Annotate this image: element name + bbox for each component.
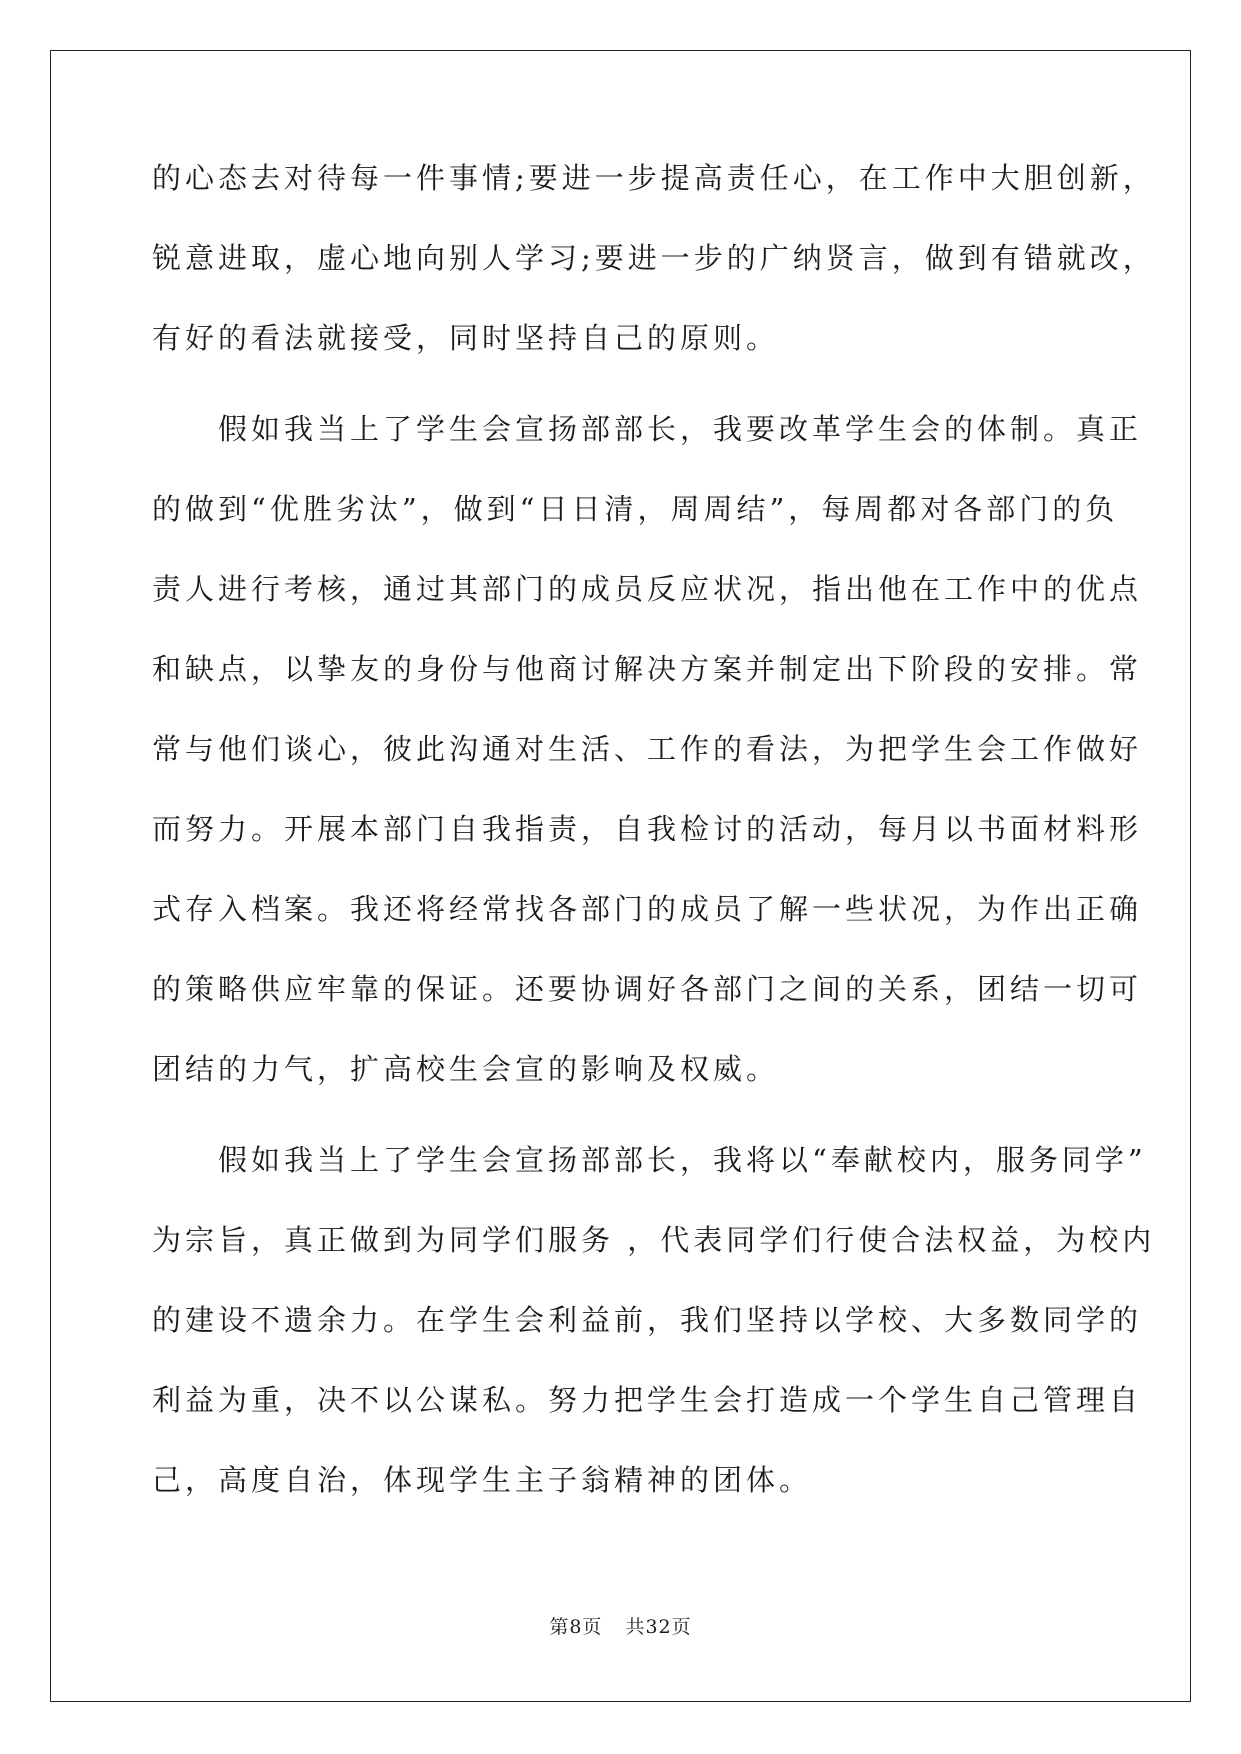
text-line: 式存入档案。我还将经常找各部门的成员了解一些状况，为作出正确 <box>152 892 1143 926</box>
text-line: 己，高度自治，体现学生主子翁精神的团体。 <box>152 1463 813 1497</box>
page-border <box>50 50 1191 1702</box>
text-line: 有好的看法就接受，同时坚持自己的原则。 <box>152 321 780 355</box>
text-line: 的心态去对待每一件事情;要进一步提高责任心，在工作中大胆创新， <box>152 161 1156 195</box>
text-line: 假如我当上了学生会宣扬部部长，我将以“奉献校内，服务同学” <box>152 1143 1147 1177</box>
text-line: 的做到“优胜劣汰”，做到“日日清，周周结”，每周都对各部门的负 <box>152 492 1119 526</box>
page-number-current: 第8页 <box>549 1616 603 1638</box>
page-footer <box>0 1612 1241 1639</box>
text-line: 为宗旨，真正做到为同学们服务 ，代表同学们行使合法权益，为校内 <box>152 1223 1156 1257</box>
text-line: 的建设不遗余力。在学生会利益前，我们坚持以学校、大多数同学的 <box>152 1303 1143 1337</box>
text-line: 的策略供应牢靠的保证。还要协调好各部门之间的关系，团结一切可 <box>152 972 1143 1006</box>
text-line: 和缺点，以挚友的身份与他商讨解决方案并制定出下阶段的安排。常 <box>152 652 1143 686</box>
text-line: 责人进行考核，通过其部门的成员反应状况，指出他在工作中的优点 <box>152 572 1143 606</box>
text-line: 常与他们谈心，彼此沟通对生活、工作的看法，为把学生会工作做好 <box>152 732 1143 766</box>
text-line: 锐意进取，虚心地向别人学习;要进一步的广纳贤言，做到有错就改， <box>152 241 1156 275</box>
text-line: 团结的力气，扩高校生会宣的影响及权威。 <box>152 1052 780 1086</box>
page-number-total: 共32页 <box>625 1616 692 1638</box>
text-line: 而努力。开展本部门自我指责，自我检讨的活动，每月以书面材料形 <box>152 812 1143 846</box>
text-line: 利益为重，决不以公谋私。努力把学生会打造成一个学生自己管理自 <box>152 1383 1143 1417</box>
text-line: 假如我当上了学生会宣扬部部长，我要改革学生会的体制。真正 <box>152 412 1143 446</box>
